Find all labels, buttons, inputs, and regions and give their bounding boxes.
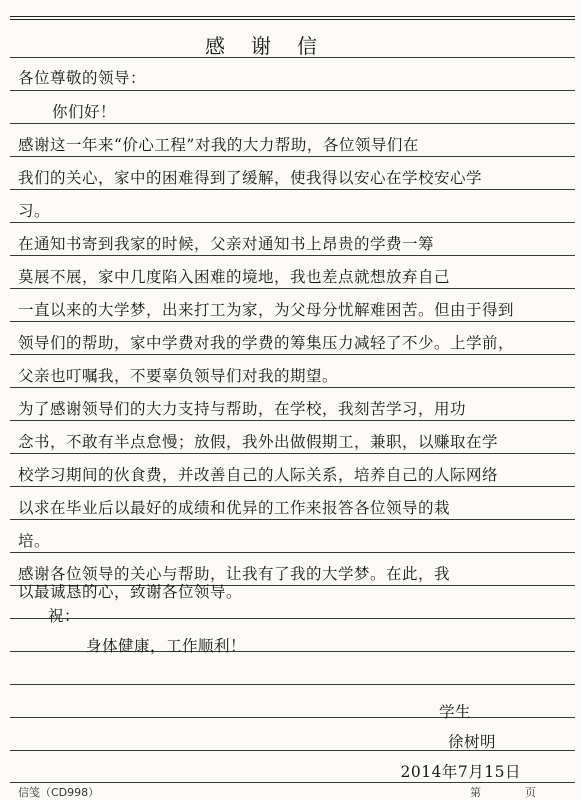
- ruled-line: [10, 618, 575, 619]
- body-line: 为了感谢领导们的大力支持与帮助，在学校，我刻苦学习，用功: [18, 400, 467, 418]
- body-line: 以求在毕业后以最好的成绩和优异的工作来报答各位领导的栽: [18, 499, 451, 517]
- ruled-line: [10, 321, 575, 322]
- body-line: 感谢各位领导的关心与帮助，让我有了我的大学梦。在此，我: [18, 565, 451, 583]
- body-line: 念书，不敢有半点怠慢；放假，我外出做假期工，兼职，以赚取在学: [18, 433, 499, 451]
- ruled-line: [10, 552, 575, 553]
- ruled-line: [10, 156, 575, 157]
- body-line: 领导们的帮助，家中学费对我的学费的筹集压力减轻了不少。上学前，: [18, 334, 515, 352]
- signature-date: 2014年7月15日: [400, 763, 521, 781]
- body-line: 校学习期间的伙食费，并改善自己的人际关系，培养自己的人际网络: [18, 466, 499, 484]
- body-line: 父亲也叮嘱我，不要辜负领导们对我的期望。: [18, 367, 339, 385]
- top-border-line-inner: [10, 19, 575, 20]
- ruled-line: [10, 354, 575, 355]
- ruled-line: [10, 717, 575, 718]
- ruled-line: [10, 453, 575, 454]
- ruled-line: [10, 387, 575, 388]
- letter-title: 感谢信: [205, 34, 343, 58]
- ruled-line: [10, 222, 575, 223]
- greeting: 你们好！: [52, 103, 117, 121]
- signature-name: 徐树明: [447, 733, 496, 751]
- ruled-line: [10, 255, 575, 256]
- ruled-line: [10, 519, 575, 520]
- footer-page-suffix: 页: [525, 786, 536, 799]
- top-border-line: [10, 16, 575, 17]
- signature-label: 学生: [438, 703, 471, 721]
- closing-wish-label: 祝：: [48, 607, 81, 625]
- body-line: 培。: [18, 532, 51, 550]
- ruled-line: [10, 420, 575, 421]
- body-line: 我们的关心，家中的困难得到了缓解，使我得以安心在学校安心学: [18, 169, 483, 187]
- salutation: 各位尊敬的领导：: [18, 69, 147, 87]
- ruled-line: [10, 486, 575, 487]
- ruled-line: [10, 189, 575, 190]
- body-line: 莫展不展，家中几度陷入困难的境地，我也差点就想放弃自己: [18, 268, 451, 286]
- body-line: 习。: [18, 202, 51, 220]
- footer-page-label: 第: [470, 786, 481, 799]
- footer-stationery-code: 信笺（CD998）: [18, 786, 100, 799]
- body-line: 以最诚恳的心，致谢各位领导。: [18, 583, 243, 601]
- body-line: 在通知书寄到我家的时候，父亲对通知书上昂贵的学费一筹: [18, 235, 435, 253]
- body-line: 感谢这一年来“价心工程”对我的大力帮助，各位领导们在: [18, 136, 419, 154]
- closing-wish-text: 身体健康，工作顺利！: [86, 637, 247, 655]
- ruled-line: [10, 782, 575, 783]
- ruled-line: [10, 123, 575, 124]
- ruled-line: [10, 90, 575, 91]
- ruled-line: [10, 684, 575, 685]
- ruled-line: [10, 288, 575, 289]
- body-line: 一直以来的大学梦，出来打工为家，为父母分忧解难困苦。但由于得到: [18, 301, 515, 319]
